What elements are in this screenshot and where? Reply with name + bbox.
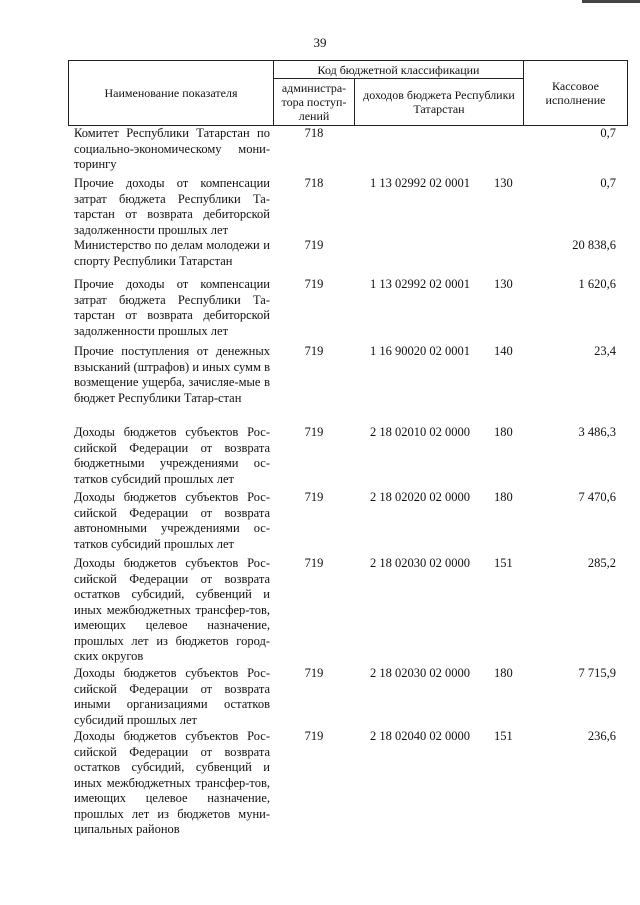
row-income-code: 1 13 02992 02 0001 xyxy=(370,277,470,291)
row-income-code: 2 18 02010 02 0000 xyxy=(370,425,470,439)
row-amount: 20 838,6 xyxy=(572,238,616,252)
row-admin-code: 719 xyxy=(304,729,324,743)
row-admin-code: 719 xyxy=(304,425,324,439)
row-type-code: 180 xyxy=(494,425,513,439)
row-amount: 23,4 xyxy=(594,344,616,358)
row-name: Министерство по делам молодежи и спорту Республики Татарстан xyxy=(74,238,270,268)
row-name: Прочие поступления от денежных взысканий (штрафов) и иных сумм в возмещение ущерба, зачисляе-мые в бюджет Республики Татар-стан xyxy=(74,344,270,405)
row-income-code: 2 18 02020 02 0000 xyxy=(370,490,470,504)
row-amount: 7 715,9 xyxy=(578,666,616,680)
row-income-code: 1 13 02992 02 0001 xyxy=(370,176,470,190)
row-name: Доходы бюджетов субъектов Рос-сийской Федерации от возврата автономными учреждениями ос-татков субсидий прошлых лет xyxy=(74,490,270,551)
row-income-code: 2 18 02030 02 0000 xyxy=(370,556,470,570)
row-type-code: 151 xyxy=(494,729,513,743)
row-type-code: 130 xyxy=(494,176,513,190)
header-execution-label: Кассовое исполнение xyxy=(545,79,606,107)
row-name: Доходы бюджетов субъектов Рос-сийской Федерации от возврата остатков субсидий, субвенций и иных межбюджетных трансфер-тов, имеющих целевое назначение, прошлых лет из бюджетов город-ских округов xyxy=(74,556,270,663)
header-income-label: доходов бюджета Республики Татарстан xyxy=(363,88,515,116)
header-code-label: Код бюджетной классификации xyxy=(317,62,480,77)
header-admin-column xyxy=(273,78,355,126)
row-amount: 285,2 xyxy=(587,556,616,570)
row-admin-code: 719 xyxy=(304,556,324,570)
row-name: Доходы бюджетов субъектов Рос-сийской Федерации от возврата бюджетными учреждениями ос-татков субсидий прошлых лет xyxy=(74,425,270,486)
row-amount: 1 620,6 xyxy=(578,277,616,291)
row-admin-code: 719 xyxy=(304,344,324,358)
page-number: 39 xyxy=(313,35,327,50)
row-name: Комитет Республики Татарстан по социально-экономическому мони-торингу xyxy=(74,126,270,171)
row-type-code: 151 xyxy=(494,556,513,570)
header-execution-column xyxy=(523,60,628,126)
row-amount: 0,7 xyxy=(600,176,616,190)
row-type-code: 180 xyxy=(494,490,513,504)
row-admin-code: 719 xyxy=(304,238,324,252)
header-admin-label: администра-тора поступ-лений xyxy=(281,81,347,123)
row-admin-code: 719 xyxy=(304,666,324,680)
row-income-code: 1 16 90020 02 0001 xyxy=(370,344,470,358)
row-amount: 236,6 xyxy=(587,729,616,743)
row-type-code: 180 xyxy=(494,666,513,680)
row-income-code: 2 18 02030 02 0000 xyxy=(370,666,470,680)
header-code-group xyxy=(273,60,524,79)
row-type-code: 140 xyxy=(494,344,513,358)
row-type-code: 130 xyxy=(494,277,513,291)
row-admin-code: 718 xyxy=(304,176,324,190)
row-amount: 0,7 xyxy=(600,126,616,140)
corner-mark xyxy=(582,0,640,3)
header-name-label: Наименование показателя xyxy=(104,86,238,100)
row-admin-code: 719 xyxy=(304,277,324,291)
header-name-column xyxy=(68,60,274,126)
row-amount: 7 470,6 xyxy=(578,490,616,504)
row-amount: 3 486,3 xyxy=(578,425,616,439)
row-income-code: 2 18 02040 02 0000 xyxy=(370,729,470,743)
row-name: Прочие доходы от компенсации затрат бюджета Республики Та-тарстан от возврата дебиторской задолженности прошлых лет xyxy=(74,277,270,338)
row-name: Доходы бюджетов субъектов Рос-сийской Федерации от возврата иными организациями остатков субсидий прошлых лет xyxy=(74,666,270,727)
header-income-column xyxy=(354,78,524,126)
row-name: Прочие доходы от компенсации затрат бюджета Республики Та-тарстан от возврата дебиторской задолженности прошлых лет xyxy=(74,176,270,237)
row-name: Доходы бюджетов субъектов Рос-сийской Федерации от возврата остатков субсидий, субвенций и иных межбюджетных трансфер-тов, имеющих целевое назначение, прошлых лет из бюджетов муни-ципальных районов xyxy=(74,729,270,836)
row-admin-code: 719 xyxy=(304,490,324,504)
row-admin-code: 718 xyxy=(304,126,324,140)
